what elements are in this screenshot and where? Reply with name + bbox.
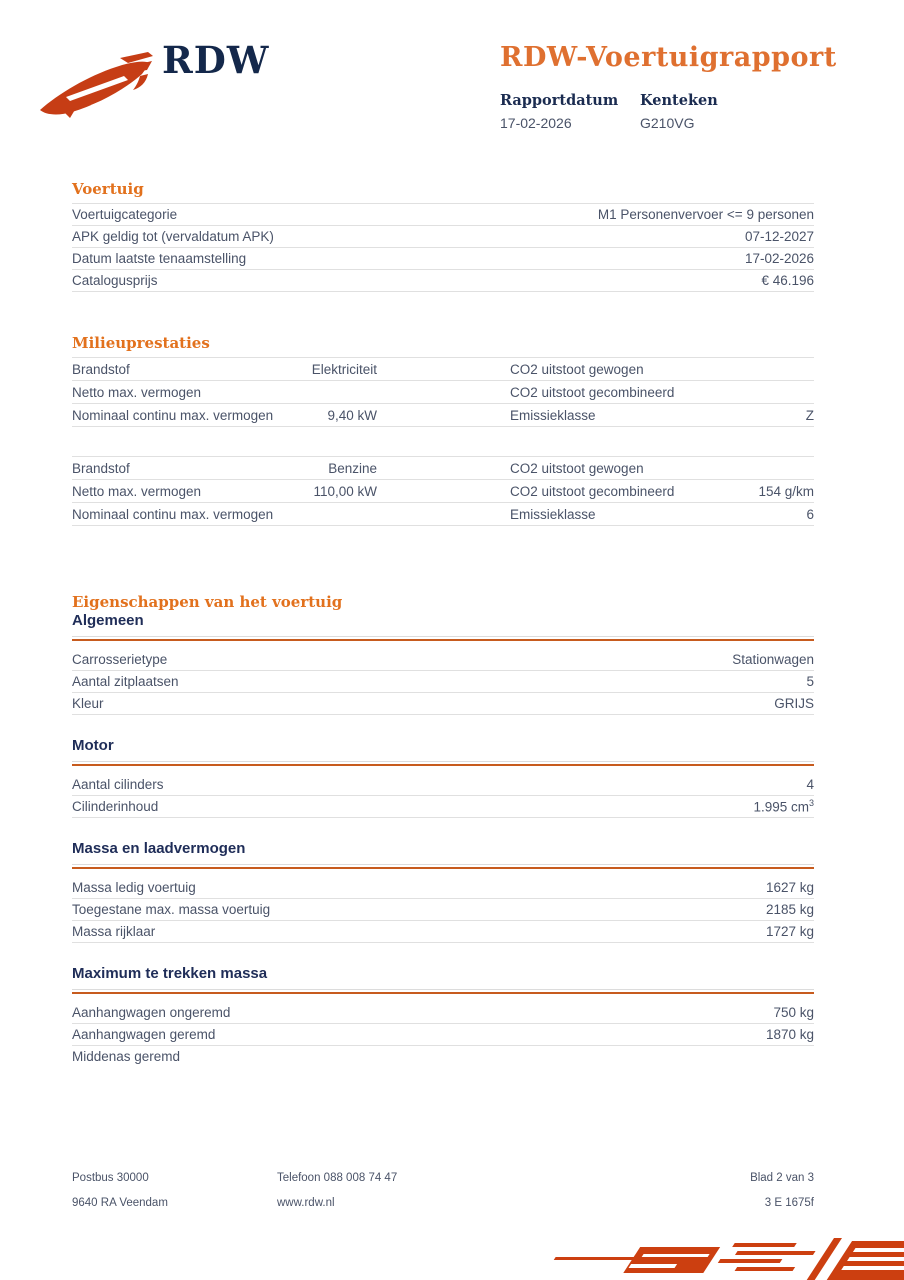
section-voertuig [72,180,814,292]
speed-stripes-icon [514,1238,904,1280]
table-row [72,358,814,381]
table-row [72,503,814,526]
milieu-block-electric [72,357,814,427]
section-rule [72,992,814,994]
row-value: 1727 kg [765,924,814,939]
footer-pagination [750,1172,814,1222]
table-row [72,1024,814,1046]
table-row [72,1002,814,1024]
table-row [72,480,814,503]
row-value: 2185 kg [765,902,814,917]
section-rule [72,764,814,766]
page-title: RDW-Voertuigrapport [500,42,837,73]
footer-doc-code: 3 E 1675f [764,1197,814,1209]
superscript: 3 [808,798,814,809]
row-value: 750 kg [773,1005,814,1020]
row-value: M1 Personenvervoer <= 9 personen [597,207,814,222]
license-plate-label: Kenteken [640,92,718,110]
table-row [72,877,814,899]
report-date-value: 17-02-2026 [500,115,572,132]
subsection-trekken [72,965,814,1067]
row-value: GRIJS [774,696,814,711]
table-row [72,248,814,270]
row-value: Stationwagen [732,652,814,667]
row-value: € 46.196 [761,273,814,288]
row-label: CO2 uitstoot gecombineerd [510,483,675,499]
rdw-feather-icon [36,50,156,122]
row-label: Toegestane max. massa voertuig [72,902,271,917]
row-label: CO2 uitstoot gecombineerd [510,384,675,400]
row-value: Z [805,407,814,423]
subsection-algemeen [72,612,814,715]
row-value: 6 [806,506,814,522]
footer-address [72,1172,168,1222]
table-row [72,1046,814,1067]
footer-postbox: Postbus 30000 [72,1172,149,1184]
rdw-logo-text: RDW [162,38,270,82]
row-label: Brandstof [72,460,130,476]
row-value: 1870 kg [765,1027,814,1042]
row-value: Benzine [328,460,377,476]
row-value: 1627 kg [765,880,814,895]
row-value: 154 g/km [758,483,814,499]
footer-contact [277,1172,397,1222]
section-rule [72,867,814,869]
row-label: Nominaal continu max. vermogen [72,506,274,522]
table-row [72,899,814,921]
section-milieu-title: Milieuprestaties [72,334,210,352]
row-label: APK geldig tot (vervaldatum APK) [72,229,274,244]
footer-page-indicator: Blad 2 van 3 [750,1172,814,1184]
row-label: Aanhangwagen ongeremd [72,1005,231,1020]
row-value: 07-12-2027 [744,229,814,244]
report-meta [500,92,840,142]
row-label: Nominaal continu max. vermogen [72,407,274,423]
row-value: 17-02-2026 [744,251,814,266]
table-row [72,796,814,818]
row-label: Netto max. vermogen [72,384,202,400]
subsection-algemeen-title: Algemeen [72,612,814,637]
row-label: Carrosserietype [72,652,168,667]
rdw-logo [36,40,296,120]
row-label: Massa ledig voertuig [72,880,196,895]
table-row [72,457,814,480]
row-label: Emissieklasse [510,506,596,522]
row-value: Elektriciteit [311,361,377,377]
table-row [72,649,814,671]
row-label: Kleur [72,696,104,711]
row-label: Emissieklasse [510,407,596,423]
row-label: Brandstof [72,361,130,377]
section-eigenschappen [72,593,814,1067]
row-value: 110,00 kW [313,483,377,499]
subsection-motor-title: Motor [72,737,814,762]
subsection-motor [72,737,814,818]
row-label: Netto max. vermogen [72,483,202,499]
table-row [72,226,814,248]
table-row [72,774,814,796]
row-label: CO2 uitstoot gewogen [510,460,644,476]
subsection-massa [72,840,814,943]
table-row [72,404,814,427]
row-label: Massa rijklaar [72,924,156,939]
row-label: Datum laatste tenaamstelling [72,251,247,266]
section-milieuprestaties [72,334,814,526]
footer-phone: Telefoon 088 008 74 47 [277,1172,398,1184]
row-label: Voertuigcategorie [72,207,178,222]
table-row [72,921,814,943]
footer-website: www.rdw.nl [277,1197,335,1209]
row-value: 1.995 $cm^3$ [753,798,814,815]
row-value: 9,40 kW [327,407,377,423]
subsection-trekken-title: Maximum te trekken massa [72,965,814,990]
row-label: Aanhangwagen geremd [72,1027,216,1042]
footer-city: 9640 RA Veendam [72,1197,168,1209]
row-value: 4 [806,777,814,792]
license-plate-value: G210VG [640,115,695,132]
license-plate-group [640,92,718,131]
section-rule [72,639,814,641]
row-label: Aantal zitplaatsen [72,674,179,689]
table-row [72,204,814,226]
table-row [72,381,814,404]
table-row [72,270,814,292]
row-label: Middenas geremd [72,1049,181,1064]
report-date-label: Rapportdatum [500,92,619,110]
milieu-block-petrol [72,456,814,526]
table-row [72,671,814,693]
section-voertuig-title: Voertuig [72,180,144,198]
subsection-massa-title: Massa en laadvermogen [72,840,814,865]
row-label: Catalogusprijs [72,273,158,288]
report-date-group [500,92,618,131]
section-eigenschappen-title: Eigenschappen van het voertuig [72,593,343,611]
report-title-block [500,42,840,142]
table-row [72,693,814,715]
row-label: Cilinderinhoud [72,799,159,814]
report-content [72,180,814,1067]
row-label: CO2 uitstoot gewogen [510,361,644,377]
row-value: 5 [806,674,814,689]
row-label: Aantal cilinders [72,777,164,792]
